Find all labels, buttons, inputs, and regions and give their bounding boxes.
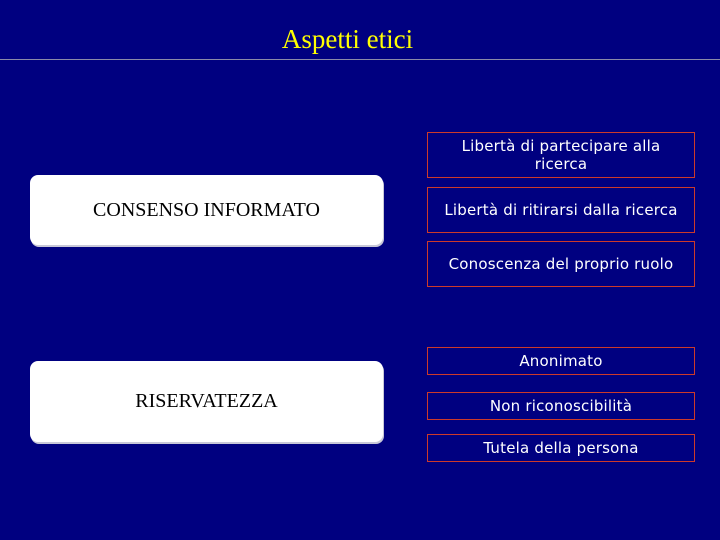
riservatezza-item-non-riconoscibilita: Non riconoscibilità [427,392,695,420]
consenso-item-ritirarsi: Libertà di ritirarsi dalla ricerca [427,187,695,233]
consenso-item-partecipare: Libertà di partecipare alla ricerca [427,132,695,178]
slide-title: Aspetti etici [281,24,414,54]
consenso-item-ruolo: Conoscenza del proprio ruolo [427,241,695,287]
consenso-informato-box: CONSENSO INFORMATO [30,175,383,245]
riservatezza-item-anonimato: Anonimato [427,347,695,375]
riservatezza-box: RISERVATEZZA [30,361,383,442]
title-divider [0,59,720,60]
riservatezza-item-tutela: Tutela della persona [427,434,695,462]
